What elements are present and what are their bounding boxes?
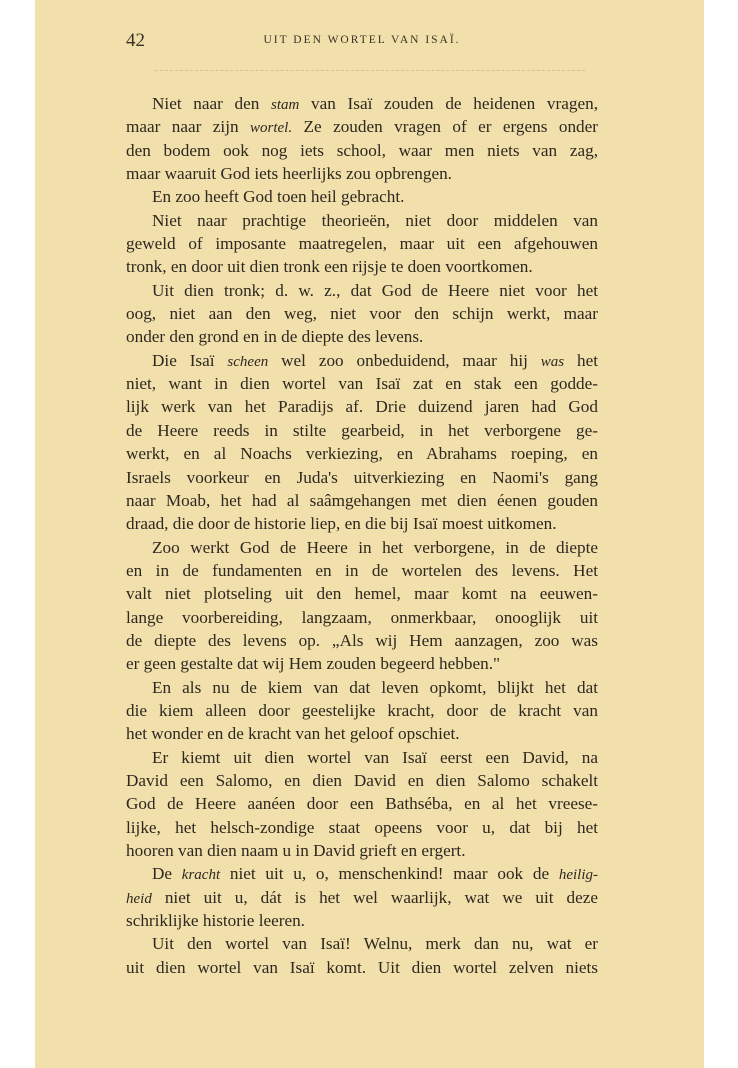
text-line bbox=[126, 699, 598, 722]
text-line bbox=[126, 255, 598, 278]
text-segment: geweld of imposante maatregelen, maar uit een afgehouwen bbox=[126, 234, 598, 254]
text-segment: Er kiemt uit dien wortel van Isaï eerst een David, na bbox=[152, 747, 598, 767]
header-rule bbox=[155, 70, 585, 71]
text-line bbox=[126, 676, 598, 699]
text-line bbox=[126, 559, 598, 582]
text-line bbox=[126, 792, 598, 815]
text-line bbox=[126, 279, 598, 302]
text-line bbox=[126, 652, 598, 675]
text-line bbox=[126, 606, 598, 629]
text-segment: werkt, en al Noachs verkiezing, en Abrahams roeping, en bbox=[126, 444, 598, 464]
text-segment: tronk, en door uit dien tronk een rijsje te doen voortkomen. bbox=[126, 257, 533, 277]
running-header bbox=[126, 30, 598, 54]
text-line bbox=[126, 162, 598, 185]
text-line bbox=[126, 956, 598, 979]
text-segment: die kiem alleen door geestelijke kracht, door de kracht van bbox=[126, 700, 598, 720]
text-segment: niet uit u, o, menschenkind! maar ook de bbox=[220, 864, 559, 884]
text-segment: er geen gestalte dat wij Hem zouden begeerd hebben." bbox=[126, 654, 501, 674]
text-line bbox=[126, 325, 598, 348]
text-segment: onder den grond en in de diepte des levens. bbox=[126, 327, 424, 347]
text-line bbox=[126, 489, 598, 512]
italic-text: kracht bbox=[181, 867, 221, 884]
text-line bbox=[126, 909, 598, 932]
running-title: UIT DEN WORTEL VAN ISAÏ. bbox=[263, 34, 461, 46]
text-line bbox=[126, 232, 598, 255]
italic-text: heid bbox=[126, 890, 152, 907]
text-segment: oog, niet aan den weg, niet voor den schijn werkt, maar bbox=[126, 304, 598, 324]
italic-text: wortel. bbox=[250, 120, 293, 137]
text-segment: David een Salomo, en dien David en dien Salomo schakelt bbox=[126, 770, 598, 790]
text-line bbox=[126, 419, 598, 442]
text-segment: de diepte des levens op. „Als wij Hem aanzagen, zoo was bbox=[126, 630, 598, 650]
text-line bbox=[126, 722, 598, 745]
italic-text: scheen bbox=[227, 353, 269, 370]
text-line bbox=[126, 372, 598, 395]
text-line bbox=[126, 932, 598, 955]
text-segment: wel zoo onbeduidend, maar hij bbox=[268, 350, 541, 370]
text-line bbox=[126, 139, 598, 162]
page-number: 42 bbox=[126, 30, 145, 51]
text-line bbox=[126, 886, 598, 909]
text-segment: hooren van dien naam u in David grieft en ergert. bbox=[126, 841, 466, 860]
text-segment: Zoo werkt God de Heere in het verborgene, in de diepte bbox=[152, 537, 598, 557]
text-line bbox=[126, 816, 598, 839]
text-segment: De bbox=[152, 864, 182, 884]
text-segment: Die Isaï bbox=[152, 350, 228, 370]
text-line bbox=[126, 185, 598, 208]
text-line bbox=[126, 582, 598, 605]
text-line bbox=[126, 349, 598, 372]
text-line bbox=[126, 629, 598, 652]
text-segment: Ze zouden vragen of er ergens onder bbox=[292, 117, 598, 137]
text-segment: niet uit u, dát is het wel waarlijk, wat we uit deze bbox=[151, 887, 598, 907]
text-segment: En als nu de kiem van dat leven opkomt, blijkt het dat bbox=[152, 677, 598, 697]
text-line bbox=[126, 115, 598, 138]
text-segment: lange voorbereiding, langzaam, onmerkbaar, onooglijk uit bbox=[126, 607, 598, 627]
text-segment: het wonder en de kracht van het geloof opschiet. bbox=[126, 724, 460, 744]
italic-text: stam bbox=[271, 97, 300, 113]
text-segment: en in de fundamenten en in de wortelen des levens. Het bbox=[126, 560, 598, 580]
text-line bbox=[126, 839, 598, 862]
text-segment: Niet naar prachtige theorieën, niet door middelen van bbox=[152, 210, 598, 230]
text-segment: lijk werk van het Paradijs af. Drie duizend jaren had God bbox=[126, 397, 598, 417]
body-text bbox=[126, 92, 598, 979]
text-segment: niet, want in dien wortel van Isaï zat en stak een godde- bbox=[126, 374, 598, 394]
text-segment: uit dien wortel van Isaï komt. Uit dien wortel zelven niets bbox=[126, 957, 598, 977]
text-segment: maar naar zijn bbox=[126, 117, 250, 137]
text-segment: draad, die door de historie liep, en die bij Isaï moest uitkomen. bbox=[126, 514, 557, 534]
text-line bbox=[126, 746, 598, 769]
text-segment: maar waaruit God iets heerlijks zou opbrengen. bbox=[126, 164, 452, 184]
text-line bbox=[126, 536, 598, 559]
text-line bbox=[126, 769, 598, 792]
text-segment: God de Heere aanéen door een Bathséba, en al het vreese- bbox=[126, 794, 598, 814]
text-segment: Uit dien tronk; d. w. z., dat God de Heere niet voor het bbox=[152, 280, 598, 300]
text-segment: Niet naar den bbox=[152, 94, 272, 113]
text-line bbox=[126, 209, 598, 232]
italic-text: heilig- bbox=[558, 867, 599, 884]
text-segment: den bodem ook nog iets school, waar men niets van zag, bbox=[126, 140, 598, 160]
text-segment: valt niet plotseling uit den hemel, maar komt na eeuwen- bbox=[126, 584, 598, 604]
text-segment: En zoo heeft God toen heil gebracht. bbox=[152, 187, 405, 207]
text-line bbox=[126, 395, 598, 418]
text-segment: naar Moab, het had al saâmgehangen met dien éenen gouden bbox=[126, 490, 598, 510]
text-segment: Israels voorkeur en Juda's uitverkiezing en Naomi's gang bbox=[126, 467, 598, 487]
text-line bbox=[126, 862, 598, 885]
text-line bbox=[126, 512, 598, 535]
text-line bbox=[126, 92, 598, 115]
text-segment: lijke, het helsch-zondige staat opeens voor u, dat bij het bbox=[126, 817, 598, 837]
text-line bbox=[126, 302, 598, 325]
text-line bbox=[126, 442, 598, 465]
text-segment: van Isaï zouden de heidenen vragen, bbox=[299, 94, 598, 113]
text-segment: Uit den wortel van Isaï! Welnu, merk dan nu, wat er bbox=[152, 934, 598, 954]
italic-text: was bbox=[540, 353, 565, 370]
text-line bbox=[126, 466, 598, 489]
text-segment: schriklijke historie leeren. bbox=[126, 911, 305, 931]
text-segment: het bbox=[564, 350, 598, 370]
text-segment: de Heere reeds in stilte gearbeid, in het verborgene ge- bbox=[126, 420, 598, 440]
